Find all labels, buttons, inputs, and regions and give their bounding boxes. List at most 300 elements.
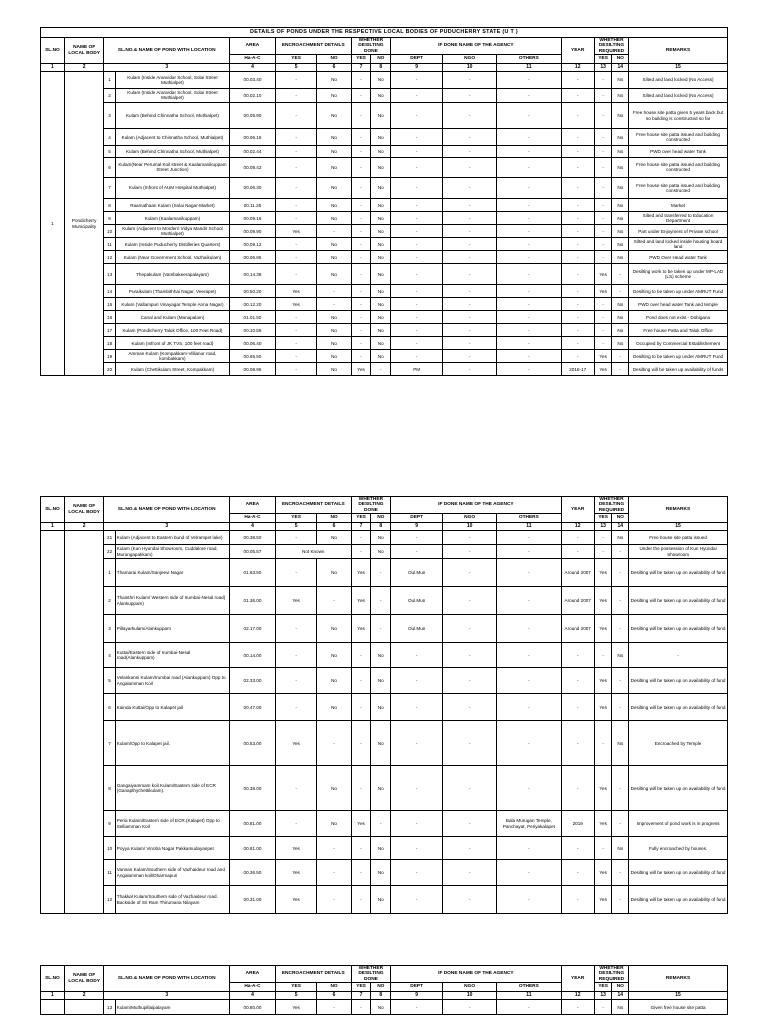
year: - <box>561 337 594 350</box>
agency-ngo: - <box>443 615 497 643</box>
required-yes: - <box>594 225 612 238</box>
encroachment-no: No <box>317 88 351 103</box>
year: Around 2007 <box>561 559 594 587</box>
required-no: No <box>612 251 629 264</box>
encroachment-no: No <box>317 311 351 324</box>
table-row <box>41 766 728 811</box>
desilting-yes: - <box>351 212 371 225</box>
column-number: 8 <box>371 64 391 72</box>
required-no: No <box>612 88 629 103</box>
pond-slno: 19 <box>104 350 115 363</box>
remarks: Desilting will be taken up on availability of fund <box>629 615 728 643</box>
encroachment-yes: - <box>275 350 317 363</box>
year: - <box>561 212 594 225</box>
table-row <box>41 531 728 545</box>
remarks: Silted and transferred to Education Department <box>629 212 728 225</box>
encroachment-no: - <box>317 886 351 914</box>
table-row <box>41 694 728 721</box>
agency-others: - <box>497 545 561 559</box>
pond-area: 00.65.50 <box>230 350 276 363</box>
remarks: Desilting will be taken up availability of funds <box>629 363 728 376</box>
header-agency: IF DONE NAME OF THE AGENCY <box>391 966 561 983</box>
agency-ngo: - <box>443 129 497 146</box>
desilting-yes: - <box>351 199 371 212</box>
table-row <box>41 251 728 264</box>
agency-ngo: - <box>443 587 497 615</box>
header-slno: SL.NO <box>41 966 65 992</box>
year: - <box>561 199 594 212</box>
desilting-yes: - <box>351 837 371 860</box>
table-row <box>41 811 728 837</box>
pond-slno: 22 <box>104 545 115 559</box>
agency-dept: - <box>391 177 443 199</box>
encroachment-no: No <box>317 146 351 158</box>
required-no: No <box>612 177 629 199</box>
header-local-body: NAME OF LOCAL BODY <box>64 497 103 523</box>
year: - <box>561 311 594 324</box>
desilting-yes: - <box>351 72 371 89</box>
column-number: 6 <box>317 523 351 531</box>
encroachment-no: No <box>317 811 351 837</box>
agency-others: - <box>497 668 561 694</box>
required-no: No <box>612 311 629 324</box>
agency-dept: - <box>391 285 443 298</box>
required-yes: - <box>594 88 612 103</box>
required-no: - <box>612 587 629 615</box>
year: - <box>561 837 594 860</box>
encroachment-yes: Yes <box>275 587 317 615</box>
column-number: 2 <box>64 523 103 531</box>
pond-slno: 6 <box>104 694 115 721</box>
agency-others: - <box>497 860 561 886</box>
column-number-row <box>41 64 728 72</box>
column-number: 10 <box>443 64 497 72</box>
encroachment-yes: - <box>275 615 317 643</box>
desilting-yes: - <box>351 177 371 199</box>
pond-slno: 16 <box>104 311 115 324</box>
agency-others: - <box>497 285 561 298</box>
pond-slno: 12 <box>104 251 115 264</box>
required-yes: Yes <box>594 350 612 363</box>
desilting-yes: - <box>351 225 371 238</box>
year: - <box>561 264 594 285</box>
encroachment-yes: - <box>275 559 317 587</box>
remarks: Desilting to be taken up under AMRUT Fund <box>629 350 728 363</box>
header-row-1 <box>41 966 728 983</box>
encroachment-yes: - <box>275 668 317 694</box>
required-yes: Yes <box>594 886 612 914</box>
pond-area: 00.12.20 <box>230 298 276 311</box>
agency-dept: - <box>391 88 443 103</box>
desilting-no: - <box>371 587 391 615</box>
header-area-unit: Ha-A-C <box>230 983 276 992</box>
pond-area: 01.01.50 <box>230 311 276 324</box>
desilting-no: No <box>371 350 391 363</box>
encroachment-merged: Not Known <box>275 545 351 559</box>
column-number: 7 <box>351 64 371 72</box>
column-number: 15 <box>629 523 728 531</box>
column-number: 5 <box>275 992 317 1000</box>
table-row <box>41 860 728 886</box>
pond-area: 00.02.10 <box>230 88 276 103</box>
remarks: Pond does not exist - Dobigana <box>629 311 728 324</box>
year: - <box>561 324 594 337</box>
column-number-row <box>41 523 728 531</box>
remarks: Fully encroached by houses. <box>629 837 728 860</box>
agency-ngo: - <box>443 1000 497 1015</box>
pond-area: 00.09.42 <box>230 157 276 177</box>
header-pond-name: SL.NO.& NAME OF POND WITH LOCATION <box>104 497 230 523</box>
pond-name: Thakkal Kulam/Southern side of Vazhaideur road. Backside of Sri Ram Thirumana Nilayam <box>115 886 229 914</box>
agency-others: - <box>497 721 561 766</box>
agency-others: Bala Murugan Temple, Panchayat, Periyakalapet <box>497 811 561 837</box>
desilting-yes: - <box>351 668 371 694</box>
desilting-no: No <box>371 324 391 337</box>
header-desilt-no: NO <box>371 983 391 992</box>
agency-ngo: - <box>443 103 497 129</box>
header-others: OTHERS <box>497 983 561 992</box>
agency-ngo: - <box>443 668 497 694</box>
encroachment-yes: - <box>275 264 317 285</box>
desilting-yes: - <box>351 886 371 914</box>
encroachment-yes: - <box>275 311 317 324</box>
desilting-no: No <box>371 88 391 103</box>
remarks: PWD over head water Tank <box>629 146 728 158</box>
header-local-body: NAME OF LOCAL BODY <box>64 38 103 64</box>
column-number: 2 <box>64 992 103 1000</box>
encroachment-yes: Yes <box>275 837 317 860</box>
table-row <box>41 545 728 559</box>
agency-others: - <box>497 146 561 158</box>
header-slno: SL.NO <box>41 38 65 64</box>
pond-area: 00.09.12 <box>230 238 276 251</box>
year: - <box>561 238 594 251</box>
table-row <box>41 668 728 694</box>
encroachment-yes: - <box>275 363 317 376</box>
column-number: 10 <box>443 992 497 1000</box>
column-number: 8 <box>371 523 391 531</box>
desilting-no: No <box>371 694 391 721</box>
agency-others: - <box>497 1000 561 1015</box>
encroachment-no: No <box>317 212 351 225</box>
agency-ngo: - <box>443 559 497 587</box>
desilting-yes: - <box>351 146 371 158</box>
column-number: 3 <box>104 523 230 531</box>
desilting-no: No <box>371 129 391 146</box>
column-number: 6 <box>317 992 351 1000</box>
header-enc-yes: YES <box>275 514 317 523</box>
encroachment-no: No <box>317 72 351 89</box>
agency-others: - <box>497 363 561 376</box>
required-no: No <box>612 72 629 89</box>
year: - <box>561 225 594 238</box>
header-dept: DEPT <box>391 983 443 992</box>
desilting-yes: - <box>351 238 371 251</box>
column-number: 11 <box>497 64 561 72</box>
pond-name: Pillayarkulam/Alankuppam <box>115 615 229 643</box>
header-desilt-yes: YES <box>351 55 371 64</box>
remarks: Improvement of pond work is in progress <box>629 811 728 837</box>
required-no: - <box>612 545 629 559</box>
required-yes: Yes <box>594 264 612 285</box>
agency-ngo: - <box>443 350 497 363</box>
year: - <box>561 531 594 545</box>
column-number: 7 <box>351 992 371 1000</box>
year: - <box>561 129 594 146</box>
column-number: 10 <box>443 523 497 531</box>
required-yes: Yes <box>594 766 612 811</box>
agency-others: - <box>497 88 561 103</box>
agency-others: - <box>497 129 561 146</box>
agency-dept: Oul.Mun <box>391 615 443 643</box>
pond-area: 00.05.90 <box>230 103 276 129</box>
year: - <box>561 350 594 363</box>
agency-dept: - <box>391 766 443 811</box>
encroachment-yes: Yes <box>275 298 317 311</box>
pond-slno: 12 <box>104 886 115 914</box>
agency-others: - <box>497 694 561 721</box>
required-no: No <box>612 103 629 129</box>
pond-name: Velankanni Kulam/Irumbai road (Alankuppam) Opp to Angalamman Koil <box>115 668 229 694</box>
pond-name: Kulam (Adjacent to Chinnatha School, Muthialpet) <box>115 129 229 146</box>
year: - <box>561 766 594 811</box>
agency-others: - <box>497 350 561 363</box>
encroachment-yes: - <box>275 212 317 225</box>
desilting-yes: - <box>351 324 371 337</box>
required-no: No <box>612 298 629 311</box>
year: 2016-17 <box>561 363 594 376</box>
desilting-yes: - <box>351 88 371 103</box>
required-yes: - <box>594 643 612 668</box>
pond-area: 00.80.00 <box>230 1000 276 1015</box>
pond-name: Kulam (Vallampuri Vinayagar Temple Anna Nagar) <box>115 298 229 311</box>
year: - <box>561 298 594 311</box>
pond-area: 00.47.00 <box>230 694 276 721</box>
agency-others: - <box>497 886 561 914</box>
header-slno: SL.NO <box>41 497 65 523</box>
encroachment-no: No <box>317 531 351 545</box>
agency-others: - <box>497 264 561 285</box>
remarks: Given free house site patta <box>629 1000 728 1015</box>
pond-name: Raamathaan Kulam (Solai Nagar-Market) <box>115 199 229 212</box>
header-row-1 <box>41 38 728 55</box>
header-pond-name: SL.NO.& NAME OF POND WITH LOCATION <box>104 966 230 992</box>
column-number: 1 <box>41 64 65 72</box>
header-dept: DEPT <box>391 514 443 523</box>
table-row <box>41 721 728 766</box>
column-number: 12 <box>561 64 594 72</box>
required-no: - <box>612 668 629 694</box>
pond-area: 00.81.00 <box>230 811 276 837</box>
agency-ngo: - <box>443 88 497 103</box>
column-number: 8 <box>371 992 391 1000</box>
encroachment-yes: Yes <box>275 285 317 298</box>
pond-name: Peria Kulam/Eastern side of ECR.(Kalapet) Opp to Selliamman Koil <box>115 811 229 837</box>
agency-dept: - <box>391 643 443 668</box>
desilting-no: No <box>371 886 391 914</box>
table-title-row <box>41 28 728 38</box>
remarks: Free house Patta and Taluk Office <box>629 324 728 337</box>
header-desilt-no: NO <box>371 514 391 523</box>
remarks: Free house site patta issued <box>629 531 728 545</box>
required-yes: - <box>594 146 612 158</box>
header-remarks: REMARKS <box>629 966 728 992</box>
agency-dept: - <box>391 298 443 311</box>
remarks: Silted and land locked (No Access) <box>629 88 728 103</box>
header-req-yes: YES <box>594 514 612 523</box>
pond-area: 00.05.57 <box>230 545 276 559</box>
desilting-no: No <box>371 177 391 199</box>
desilting-yes: - <box>351 264 371 285</box>
remarks: Desilting will be taken up on availability of fund <box>629 860 728 886</box>
agency-dept: - <box>391 350 443 363</box>
desilting-yes: - <box>351 694 371 721</box>
required-no: - <box>612 811 629 837</box>
column-number: 11 <box>497 523 561 531</box>
header-local-body: NAME OF LOCAL BODY <box>64 966 103 992</box>
header-others: OTHERS <box>497 55 561 64</box>
pond-name: Vannan Kulam/Southern side of Vazhaideur road and Angalamman koil/Dharmapuri <box>115 860 229 886</box>
column-number: 4 <box>230 64 276 72</box>
encroachment-no: No <box>317 251 351 264</box>
desilting-no: No <box>371 643 391 668</box>
pond-slno: 9 <box>104 212 115 225</box>
column-number: 3 <box>104 992 230 1000</box>
required-no: No <box>612 129 629 146</box>
agency-ngo: - <box>443 545 497 559</box>
desilting-no: No <box>371 721 391 766</box>
header-req-yes: YES <box>594 55 612 64</box>
encroachment-yes: Yes <box>275 860 317 886</box>
column-number: 4 <box>230 523 276 531</box>
pond-slno: 7 <box>104 721 115 766</box>
header-enc-yes: YES <box>275 983 317 992</box>
encroachment-no: No <box>317 559 351 587</box>
agency-ngo: - <box>443 811 497 837</box>
desilting-no: No <box>371 860 391 886</box>
header-others: OTHERS <box>497 514 561 523</box>
pond-area: 00.08.95 <box>230 363 276 376</box>
pond-area: 00.09.90 <box>230 225 276 238</box>
agency-ngo: - <box>443 264 497 285</box>
required-yes: - <box>594 103 612 129</box>
pond-slno: 11 <box>104 238 115 251</box>
desilting-yes: - <box>351 531 371 545</box>
encroachment-no: No <box>317 177 351 199</box>
agency-ngo: - <box>443 199 497 212</box>
remarks: Under the possession of Kun Hyundai Showroom <box>629 545 728 559</box>
column-number: 15 <box>629 64 728 72</box>
pond-area: 00.06.30 <box>230 177 276 199</box>
table-row <box>41 337 728 350</box>
pond-slno: 13 <box>104 264 115 285</box>
encroachment-no: No <box>317 643 351 668</box>
column-number: 12 <box>561 992 594 1000</box>
required-no: No <box>612 199 629 212</box>
agency-others: - <box>497 837 561 860</box>
agency-dept: - <box>391 225 443 238</box>
encroachment-no: - <box>317 721 351 766</box>
desilting-no: No <box>371 298 391 311</box>
encroachment-yes: Yes <box>275 225 317 238</box>
encroachment-yes: - <box>275 129 317 146</box>
desilting-yes: Yes <box>351 559 371 587</box>
pond-area: 00.09.16 <box>230 212 276 225</box>
encroachment-no: No <box>317 350 351 363</box>
desilting-no: No <box>371 225 391 238</box>
agency-dept: - <box>391 146 443 158</box>
required-no: - <box>612 615 629 643</box>
agency-dept: - <box>391 860 443 886</box>
header-enc-no: NO <box>317 514 351 523</box>
encroachment-no: - <box>317 298 351 311</box>
agency-others: - <box>497 766 561 811</box>
pond-area: 00.10.55 <box>230 324 276 337</box>
header-dept: DEPT <box>391 55 443 64</box>
agency-others: - <box>497 587 561 615</box>
pond-name: Kulam (Adjacent to Eastern bund of Velrampet lake) <box>115 531 229 545</box>
header-area-unit: Ha-A-C <box>230 55 276 64</box>
year: - <box>561 285 594 298</box>
pond-name: Kulam (Kun Hyundai Showroom, Cuddalore road, Murungapakkam) <box>115 545 229 559</box>
desilting-yes: Yes <box>351 811 371 837</box>
remarks: Free house site patta issued and building constructed <box>629 129 728 146</box>
agency-ngo: - <box>443 766 497 811</box>
header-enc-no: NO <box>317 983 351 992</box>
pond-slno: 15 <box>104 298 115 311</box>
pond-name: Kulam/Opp to Kalapet jail. <box>115 721 229 766</box>
pond-area: 02.17.00 <box>230 615 276 643</box>
pond-name: Kulam (Adjacent to Mordern Vidya Mandir School Muthialpet) <box>115 225 229 238</box>
column-number: 9 <box>391 523 443 531</box>
desilting-yes: - <box>351 1000 371 1015</box>
encroachment-no: No <box>317 337 351 350</box>
required-no: No <box>612 643 629 668</box>
table-row <box>41 146 728 158</box>
pond-name: Kulam (Inside Puducherry Distilleries Quarters) <box>115 238 229 251</box>
pond-slno: 2 <box>104 88 115 103</box>
pond-slno: 18 <box>104 337 115 350</box>
desilting-yes: - <box>351 157 371 177</box>
required-no: - <box>612 350 629 363</box>
agency-dept: - <box>391 238 443 251</box>
header-ngo: NGO <box>443 983 497 992</box>
required-yes: Yes <box>594 559 612 587</box>
header-desilting-done: WHETHER DESILTING DONE <box>351 38 390 55</box>
table-row <box>41 238 728 251</box>
required-yes: - <box>594 1000 612 1015</box>
agency-dept: - <box>391 694 443 721</box>
remarks: Occupied by Commercial Establishement <box>629 337 728 350</box>
required-no: No <box>612 324 629 337</box>
required-yes: - <box>594 72 612 89</box>
header-area-unit: Ha-A-C <box>230 514 276 523</box>
desilting-no: - <box>371 559 391 587</box>
agency-dept: - <box>391 311 443 324</box>
encroachment-yes: - <box>275 811 317 837</box>
encroachment-no: No <box>317 129 351 146</box>
header-remarks: REMARKS <box>629 497 728 523</box>
encroachment-no: No <box>317 694 351 721</box>
remarks: Encroached by Temple <box>629 721 728 766</box>
remarks: Part under Enjoyment of Private school <box>629 225 728 238</box>
desilting-no: No <box>371 337 391 350</box>
table-page-1 <box>40 27 728 376</box>
column-number: 14 <box>612 992 629 1000</box>
agency-others: - <box>497 199 561 212</box>
desilting-yes: Yes <box>351 615 371 643</box>
year: - <box>561 157 594 177</box>
